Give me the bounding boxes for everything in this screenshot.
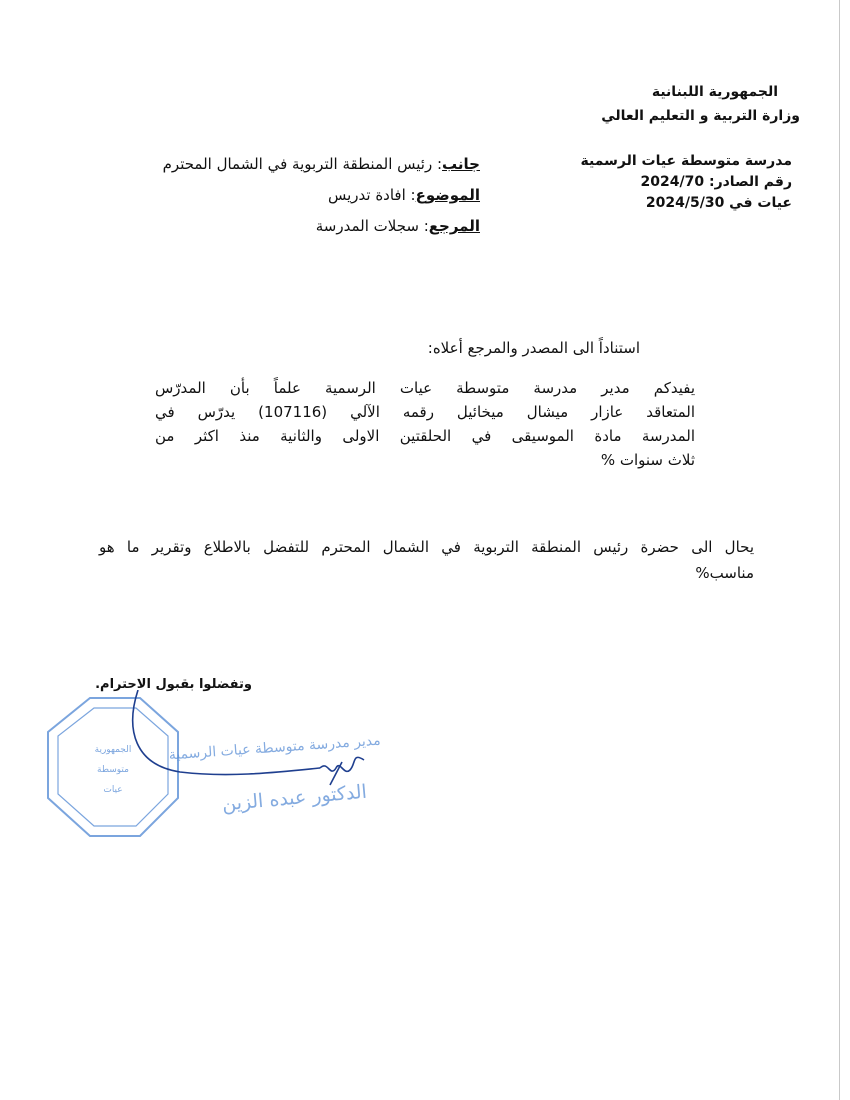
reference-line: المرجع: سجلات المدرسة xyxy=(315,217,480,235)
to-label: جانب xyxy=(442,155,480,173)
outgoing-number: رقم الصادر: 2024/70 xyxy=(640,174,792,190)
paragraph-line: المدرسة مادة الموسيقى في الحلقتين الاولى والثانية منذ اكثر من xyxy=(155,427,695,445)
paragraph-line: يفيدكم مدير مدرسة متوسطة عيات الرسمية علماً بأن المدرّس xyxy=(155,379,695,397)
ministry-heading: وزارة التربية و التعليم العالي xyxy=(601,108,800,124)
subject-label: الموضوع xyxy=(415,186,480,204)
subject-line: الموضوع: افادة تدريس xyxy=(327,186,480,204)
addressee-block xyxy=(163,149,480,242)
svg-text:مدير مدرسة متوسطة عيات الرسمية: مدير مدرسة متوسطة عيات الرسمية xyxy=(168,732,382,764)
svg-text:الجمهورية: الجمهورية xyxy=(94,745,132,755)
closing-line: وتفضلوا بقبول الاحترام. xyxy=(95,677,252,692)
school-block xyxy=(581,151,792,214)
republic-heading: الجمهورية اللبنانية xyxy=(651,84,778,100)
seal-icon xyxy=(48,698,178,836)
to-value: رئيس المنطقة التربوية في الشمال المحترم xyxy=(162,155,433,173)
to-line: جانب: رئيس المنطقة التربوية في الشمال المحترم xyxy=(162,155,480,173)
svg-text:متوسطة: متوسطة xyxy=(97,765,129,775)
referral-line: يحال الى حضرة رئيس المنطقة التربوية في الشمال المحترم للتفضل بالاطلاع وتقرير ما هو xyxy=(99,538,754,556)
place-date: عيات في 2024/5/30 xyxy=(645,195,792,211)
page-edge xyxy=(839,0,840,1100)
referral-line: مناسب% xyxy=(695,564,754,582)
reference-label: المرجع xyxy=(428,217,480,235)
subject-value: افادة تدريس xyxy=(327,186,406,204)
school-name: مدرسة متوسطة عيات الرسمية xyxy=(580,153,792,169)
referral-paragraph xyxy=(99,534,754,586)
svg-text:عيات: عيات xyxy=(103,785,123,795)
svg-text:الدكتور عبده الزين: الدكتور عبده الزين xyxy=(221,780,368,816)
reference-value: سجلات المدرسة xyxy=(315,217,419,235)
intro-line: استناداً الى المصدر والمرجع أعلاه: xyxy=(427,339,640,357)
main-paragraph xyxy=(155,376,695,472)
official-stamp-and-signature xyxy=(30,690,400,850)
paragraph-line: المتعاقد عازار ميشال ميخائيل رقمه الآلي (107116) يدرّس في xyxy=(155,403,695,421)
paragraph-line: ثلاث سنوات % xyxy=(600,451,695,469)
